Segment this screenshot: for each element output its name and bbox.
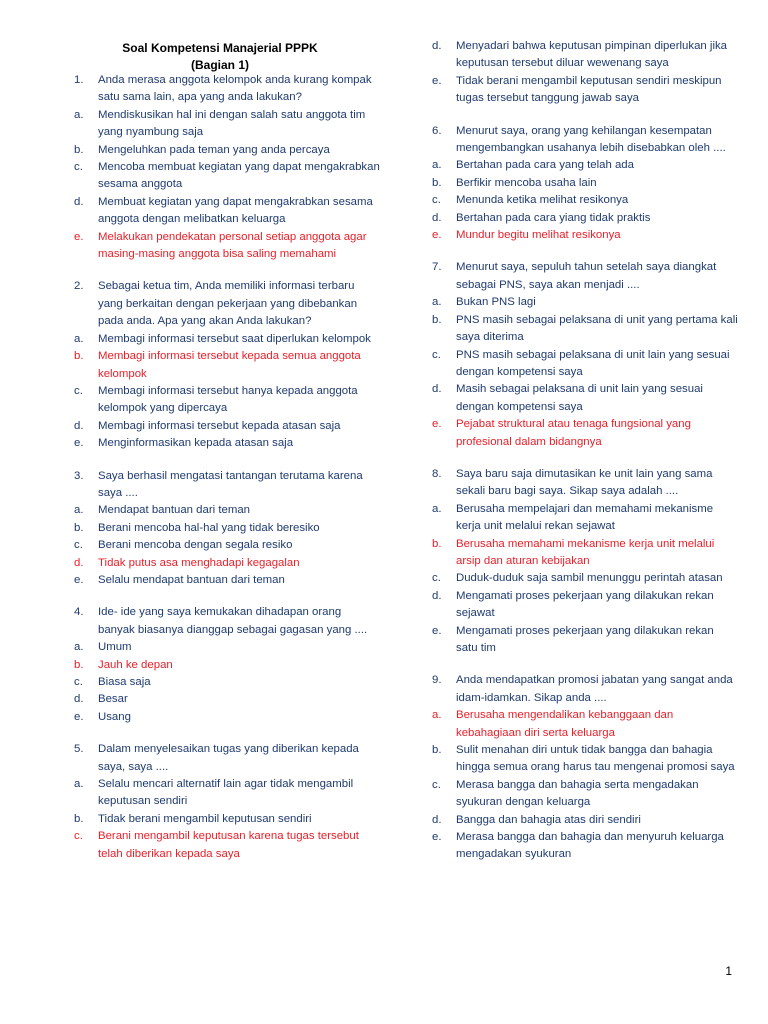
item-text: Mendiskusikan hal ini dengan salah satu anggota tim yang nyambung saja	[98, 108, 366, 139]
item-text: Berusaha mempelajari dan memahami mekanisme kerja unit melalui rekan sejawat	[456, 502, 714, 533]
item-text: Membagi informasi tersebut saat diperlukan kelompok	[98, 332, 371, 345]
item-text: Menunda ketika melihat resikonya	[456, 194, 629, 207]
item-text: Mencoba membuat kegiatan yang dapat mengakrabkan sesama anggota	[98, 161, 380, 191]
item-text: Umum	[98, 641, 132, 654]
answer-option	[432, 570, 738, 587]
answer-option	[74, 520, 380, 537]
item-label: b.	[432, 176, 442, 189]
item-label: c.	[74, 676, 83, 688]
answer-option	[74, 229, 380, 264]
item-label: 5.	[74, 743, 84, 756]
item-text: Sebagai ketua tim, Anda memiliki informasi terbaru yang berkaitan dengan pekerjaan yang dibebankan pada anda. Apa yang akan Anda lakukan?	[98, 280, 358, 328]
item-label: d.	[74, 693, 84, 706]
answer-option	[432, 777, 738, 812]
item-text: Membagi informasi tersebut hanya kepada anggota kelompok yang dipercaya	[98, 384, 358, 415]
answer-option	[432, 536, 738, 571]
item-text: Mendapat bantuan dari teman	[98, 504, 250, 517]
page-number: 1	[725, 964, 732, 978]
item-label: e.	[432, 74, 442, 87]
item-text: Usang	[98, 710, 131, 723]
left-column	[74, 72, 380, 863]
item-label: e.	[432, 418, 442, 431]
item-label: b.	[74, 143, 84, 156]
item-text: Selalu mencari alternatif lain agar tidak mengambil keputusan sendiri	[98, 778, 354, 808]
item-label: c.	[432, 348, 441, 361]
item-label: e.	[74, 710, 84, 723]
answer-option	[432, 38, 738, 73]
answer-option	[432, 381, 738, 416]
answer-option	[74, 811, 380, 828]
item-text: Jauh ke depan	[98, 658, 173, 671]
answer-option	[432, 157, 738, 174]
item-label: b.	[74, 350, 84, 363]
item-label: a.	[432, 709, 442, 722]
item-label: d.	[432, 40, 442, 52]
item-text: Mengamati proses pekerjaan yang dilakukan rekan sejawat	[456, 589, 714, 620]
item-text: Tidak berani mengambil keputusan sendiri	[98, 812, 312, 825]
answer-option	[432, 294, 738, 311]
title-text: Soal Kompetensi Manajerial PPPK	[122, 41, 318, 55]
answer-option	[74, 107, 380, 142]
answer-option	[74, 159, 380, 194]
item-label: 2.	[74, 280, 84, 293]
item-label: 1.	[74, 74, 84, 86]
item-label: b.	[432, 744, 442, 757]
item-text: Duduk-duduk saja sambil menunggu perintah atasan	[456, 572, 723, 585]
item-label: e.	[74, 573, 84, 586]
item-text: PNS masih sebagai pelaksana di unit yang pertama kali saya diterima	[456, 313, 738, 344]
item-label: e.	[74, 437, 84, 450]
item-label: c.	[74, 830, 83, 843]
item-text: Saya berhasil mengatasi tantangan terutama karena saya ....	[98, 469, 363, 499]
answer-option	[432, 707, 738, 742]
item-text: Selalu mendapat bantuan dari teman	[98, 573, 285, 586]
item-text: Membuat kegiatan yang dapat mengakrabkan sesama anggota dengan melibatkan keluarga	[98, 195, 373, 226]
answer-option	[74, 657, 380, 674]
item-text: Berfikir mencoba usaha lain	[456, 176, 597, 189]
item-label: 6.	[432, 124, 442, 137]
answer-option	[432, 416, 738, 451]
item-text: Tidak berani mengambil keputusan sendiri meskipun tugas tersebut tanggung jawab saya	[456, 74, 722, 105]
question-item	[432, 672, 738, 707]
answer-option	[74, 418, 380, 435]
item-text: Sulit menahan diri untuk tidak bangga dan bahagia hingga semua orang harus tau mengenai promosi saya	[456, 744, 735, 774]
answer-option	[74, 572, 380, 589]
item-text: Menginformasikan kepada atasan saja	[98, 437, 294, 450]
item-text: Pejabat struktural atau tenaga fungsional yang profesional dalam bidangnya	[456, 418, 691, 448]
answer-option	[432, 192, 738, 209]
item-label: d.	[74, 195, 84, 208]
document-title	[100, 40, 340, 74]
question-item	[74, 72, 380, 107]
answer-option	[74, 776, 380, 811]
item-label: d.	[432, 589, 442, 602]
item-text: Melakukan pendekatan personal setiap anggota agar masing-masing anggota bisa saling memahami	[98, 230, 367, 261]
question-item	[432, 259, 738, 294]
item-label: b.	[74, 658, 84, 671]
item-label: 7.	[432, 261, 442, 274]
item-label: e.	[432, 229, 442, 242]
item-label: a.	[432, 502, 442, 515]
item-text: Berani mencoba dengan segala resiko	[98, 539, 293, 552]
item-text: Berani mengambil keputusan karena tugas tersebut telah diberikan kepada saya	[98, 830, 359, 860]
item-label: d.	[74, 419, 84, 432]
answer-option	[74, 194, 380, 229]
answer-option	[432, 73, 738, 108]
item-text: Mengamati proses pekerjaan yang dilakukan rekan satu tim	[456, 624, 714, 654]
item-text: Tidak putus asa menghadapi kegagalan	[98, 556, 300, 569]
item-label: b.	[432, 537, 442, 550]
item-text: Menyadari bahwa keputusan pimpinan diperlukan jika keputusan tersebut diluar wewenang saya	[456, 40, 728, 70]
item-label: 4.	[74, 606, 84, 619]
question-item	[74, 604, 380, 639]
item-text: Saya baru saja dimutasikan ke unit lain yang sama sekali baru bagi saya. Sikap saya adalah ....	[456, 467, 713, 498]
answer-option	[74, 828, 380, 863]
item-text: Masih sebagai pelaksana di unit lain yang sesuai dengan kompetensi saya	[456, 383, 703, 413]
answer-option	[432, 588, 738, 623]
item-label: c.	[74, 161, 83, 174]
item-text: Bertahan pada cara yang telah ada	[456, 159, 634, 172]
answer-option	[432, 812, 738, 829]
item-text: Membagi informasi tersebut kepada atasan saja	[98, 419, 341, 432]
answer-option	[74, 383, 380, 418]
item-label: a.	[432, 296, 442, 309]
answer-option	[432, 501, 738, 536]
answer-option	[432, 347, 738, 382]
question-item	[74, 468, 380, 503]
answer-option	[74, 331, 380, 348]
item-label: b.	[74, 521, 84, 534]
item-label: c.	[432, 572, 441, 585]
item-text: Merasa bangga dan bahagia dan menyuruh keluarga mengadakan syukuran	[456, 831, 724, 861]
item-text: Anda mendapatkan promosi jabatan yang sangat anda idam-idamkan. Sikap anda ....	[456, 674, 733, 704]
item-text: Berani mencoba hal-hal yang tidak beresiko	[98, 521, 320, 534]
item-text: Menurut saya, sepuluh tahun setelah saya diangkat sebagai PNS, saya akan menjadi ....	[456, 261, 717, 291]
item-label: b.	[74, 812, 84, 825]
item-label: c.	[74, 384, 83, 397]
item-label: a.	[74, 641, 84, 654]
item-label: e.	[74, 230, 84, 243]
item-label: 3.	[74, 469, 84, 482]
answer-option	[74, 639, 380, 656]
item-label: b.	[432, 313, 442, 326]
item-label: 8.	[432, 467, 442, 480]
item-label: a.	[74, 332, 84, 345]
answer-option	[74, 435, 380, 452]
answer-option	[432, 623, 738, 658]
item-text: Berusaha memahami mekanisme kerja unit melalui arsip dan aturan kebijakan	[456, 537, 715, 567]
item-label: e.	[432, 624, 442, 637]
item-text: Ide- ide yang saya kemukakan dihadapan orang banyak biasanya dianggap sebagai gagasan yang ....	[98, 606, 368, 636]
item-label: a.	[74, 108, 84, 121]
item-text: Mengeluhkan pada teman yang anda percaya	[98, 143, 330, 156]
question-item	[432, 466, 738, 501]
answer-option	[74, 537, 380, 554]
item-label: e.	[432, 831, 442, 844]
item-text: Bangga dan bahagia atas diri sendiri	[456, 813, 641, 826]
item-label: 9.	[432, 674, 442, 687]
answer-option	[74, 348, 380, 383]
answer-option	[74, 674, 380, 691]
item-label: c.	[74, 539, 83, 552]
item-label: c.	[432, 194, 441, 207]
question-item	[74, 278, 380, 330]
answer-option	[74, 691, 380, 708]
answer-option	[74, 502, 380, 519]
item-text: Bukan PNS lagi	[456, 296, 536, 309]
answer-option	[432, 829, 738, 864]
item-text: Membagi informasi tersebut kepada semua anggota kelompok	[98, 350, 361, 380]
item-text: Anda merasa anggota kelompok anda kurang kompak satu sama lain, apa yang anda lakukan?	[98, 74, 372, 104]
item-text: Besar	[98, 693, 128, 706]
answer-option	[74, 142, 380, 159]
right-column	[432, 38, 738, 864]
item-label: a.	[432, 159, 442, 172]
item-label: a.	[74, 504, 84, 517]
answer-option	[74, 555, 380, 572]
item-label: a.	[74, 778, 84, 791]
answer-option	[432, 312, 738, 347]
answer-option	[432, 210, 738, 227]
answer-option	[74, 709, 380, 726]
item-text: Menurut saya, orang yang kehilangan kesempatan mengembangkan usahanya lebih disebabkan oleh ....	[456, 124, 726, 155]
item-text: Biasa saja	[98, 676, 151, 688]
item-label: d.	[74, 556, 84, 569]
item-text: Mundur begitu melihat resikonya	[456, 229, 621, 242]
item-text: Dalam menyelesaikan tugas yang diberikan kepada saya, saya ....	[98, 743, 359, 773]
answer-option	[432, 227, 738, 244]
answer-option	[432, 742, 738, 777]
answer-option	[432, 175, 738, 192]
item-text: PNS masih sebagai pelaksana di unit lain yang sesuai dengan kompetensi saya	[456, 348, 730, 378]
subtitle-text: (Bagian 1)	[190, 58, 249, 72]
question-item	[74, 741, 380, 776]
item-text: Bertahan pada cara yiang tidak praktis	[456, 211, 651, 224]
item-text: Merasa bangga dan bahagia serta mengadakan syukuran dengan keluarga	[456, 778, 699, 809]
item-label: d.	[432, 211, 442, 224]
item-label: c.	[432, 778, 441, 791]
item-label: d.	[432, 813, 442, 826]
question-item	[432, 123, 738, 158]
item-text: Berusaha mengendalikan kebanggaan dan kebahagiaan diri serta keluarga	[456, 709, 674, 739]
item-label: d.	[432, 383, 442, 396]
